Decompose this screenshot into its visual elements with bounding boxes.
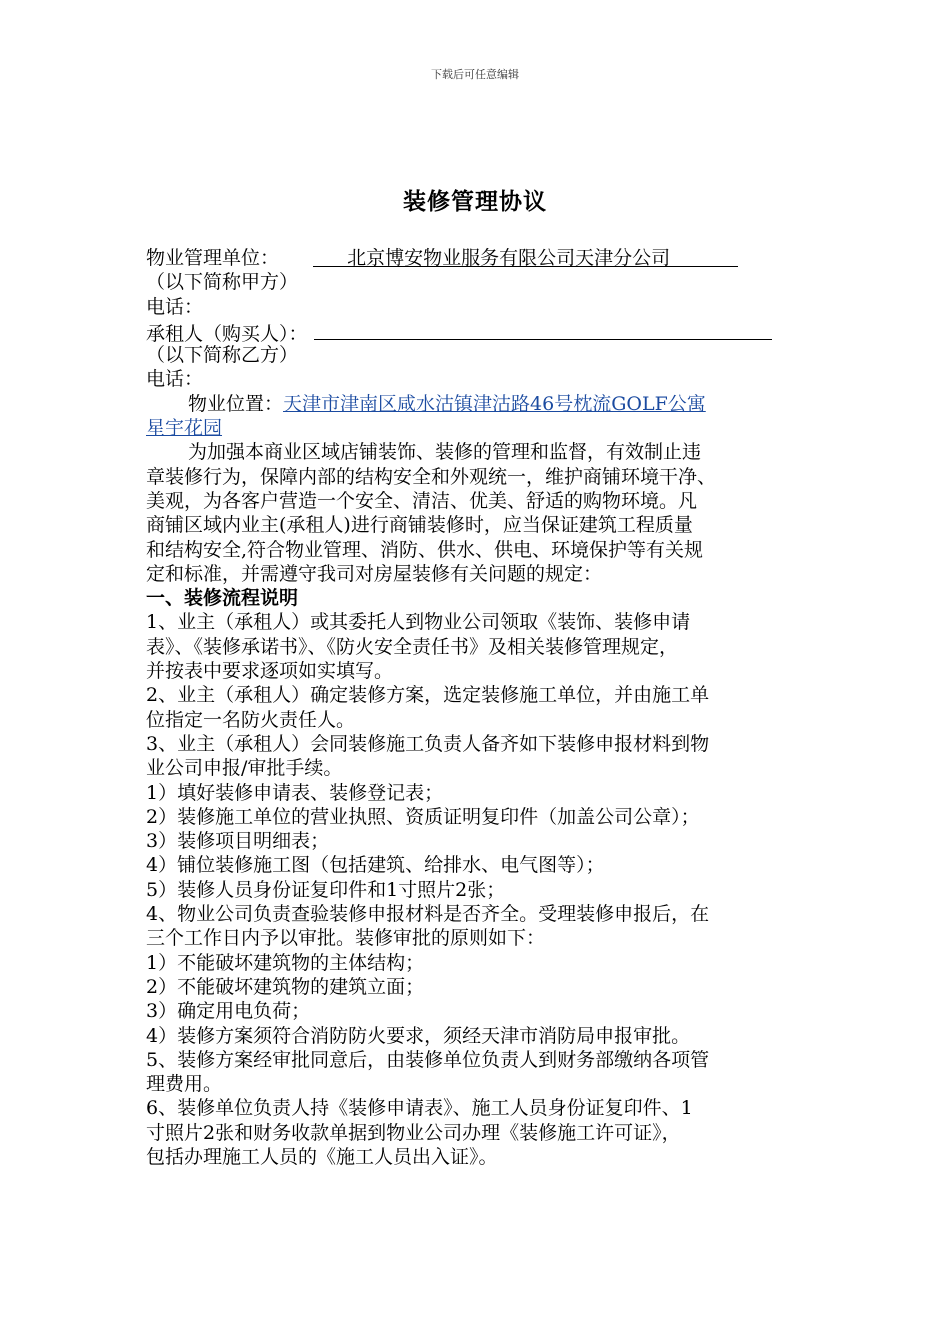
party-a-value: 北京博安物业服务有限公司天津分公司 [313, 246, 738, 267]
location-link-continued[interactable]: 星宇花园 [146, 417, 223, 440]
section-line: 理费用。 [146, 1073, 223, 1096]
section-line: 三个工作日内予以审批。装修审批的原则如下： [146, 927, 546, 950]
section-line: 4）装修方案须符合消防防火要求，须经天津市消防局申报审批。 [146, 1024, 691, 1047]
location-line-2 [146, 416, 806, 440]
section-line: 2、业主（承租人）确定装修方案，选定装修施工单位，并由施工单 [146, 684, 710, 707]
section-line: 3、业主（承租人）会同装修施工负责人备齐如下装修申报材料到物 [146, 732, 710, 755]
party-b-phone-label: 电话： [146, 368, 204, 391]
section-line: 5）装修人员身份证复印件和1寸照片2张； [146, 878, 506, 901]
section-heading: 一、装修流程说明 [146, 587, 299, 610]
section-line: 位指定一名防火责任人。 [146, 708, 356, 731]
intro-line: 为加强本商业区域店铺装饰、装修的管理和监督，有效制止违 [188, 441, 702, 464]
section-line: 并按表中要求逐项如实填写。 [146, 660, 394, 683]
section-line: 3）确定用电负荷； [146, 1000, 311, 1023]
section-line: 6、装修单位负责人持《装修申请表》、施工人员身份证复印件、1 [146, 1097, 693, 1120]
section-line: 2）装修施工单位的营业执照、资质证明复印件（加盖公司公章）； [146, 805, 700, 828]
party-b-note: （以下简称乙方） [146, 344, 299, 367]
section-line: 1、业主（承租人）或其委托人到物业公司领取《装饰、装修申请 [146, 611, 691, 634]
party-a-note: （以下简称甲方） [146, 271, 299, 294]
intro-line: 定和标准，并需遵守我司对房屋装修有关问题的规定： [146, 562, 603, 585]
party-a-label: 物业管理单位： [146, 247, 280, 269]
section-line: 寸照片2张和财务收款单据到物业公司办理《装修施工许可证》， [146, 1121, 681, 1144]
section-line: 表》、《装修承诺书》、《防火安全责任书》及相关装修管理规定， [146, 635, 679, 658]
intro-line: 和结构安全,符合物业管理、消防、供水、供电、环境保护等有关规 [146, 538, 704, 561]
party-b-label: 承租人（购买人）： [146, 322, 308, 345]
intro-line: 美观，为各客户营造一个安全、清洁、优美、舒适的购物环境。凡 [146, 489, 698, 512]
party-b-blank-field[interactable] [314, 319, 772, 340]
section-line: 2）不能破坏建筑物的建筑立面； [146, 975, 425, 998]
intro-line: 商铺区域内业主(承租人)进行商铺装修时，应当保证建筑工程质量 [146, 514, 693, 537]
intro-line: 章装修行为，保障内部的结构安全和外观统一，维护商铺环境干净、 [146, 465, 717, 488]
location-link[interactable]: 天津市津南区咸水沽镇津沽路46号枕流GOLF公寓 [283, 392, 706, 415]
party-a-phone-label: 电话： [146, 295, 204, 318]
location-label: 物业位置： [188, 392, 284, 415]
document-body [146, 246, 806, 1169]
section-line: 业公司申报/审批手续。 [146, 757, 343, 780]
party-b-line [146, 319, 806, 343]
section-line: 包括办理施工人员的《施工人员出入证》。 [146, 1145, 498, 1168]
section-line: 1）不能破坏建筑物的主体结构； [146, 951, 425, 974]
section-line: 4、物业公司负责查验装修申报材料是否齐全。受理装修申报后，在 [146, 903, 710, 926]
party-a-line [146, 246, 806, 270]
section-line: 3）装修项目明细表； [146, 830, 330, 853]
header-note: 下载后可任意编辑 [431, 68, 519, 81]
section-line: 1）填好装修申请表、装修登记表； [146, 781, 444, 804]
section-line: 4）铺位装修施工图（包括建筑、给排水、电气图等）； [146, 854, 605, 877]
location-line [146, 392, 806, 416]
section-line: 5、装修方案经审批同意后，由装修单位负责人到财务部缴纳各项管 [146, 1048, 710, 1071]
document-title: 装修管理协议 [403, 189, 547, 215]
